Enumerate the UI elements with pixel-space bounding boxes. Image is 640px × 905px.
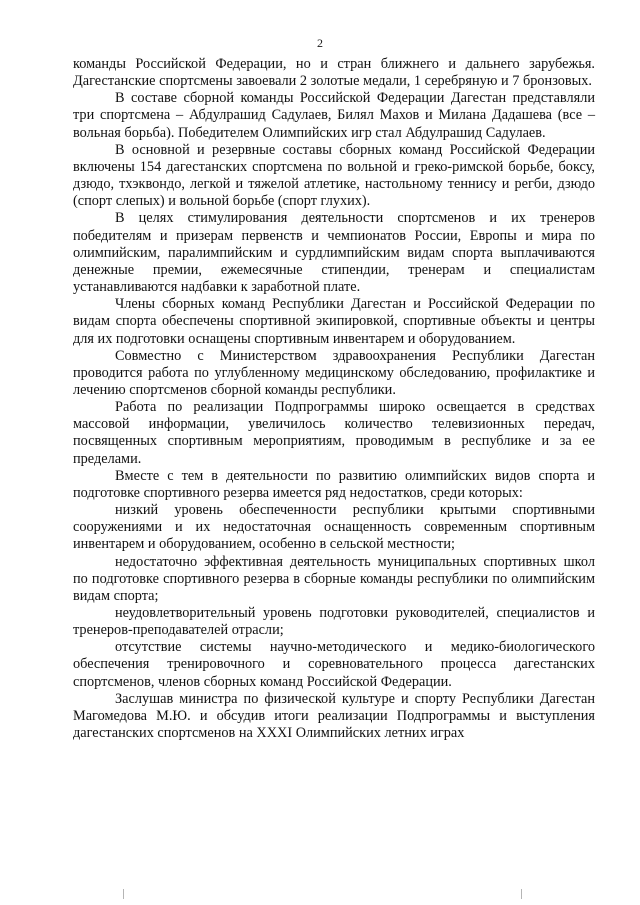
paragraph-incentives: В целях стимулирования деятельности спортсменов и их тренеров победителям и призерам первенств и чемпионатов России, Европы и мира по олимпийским, паралимпийским и сурдлимпийским видам спорта выплачиваются денежные премии, ежемесячные стипендии, тренерам и специалистам устанавливаются надбавки к заработной плате. <box>73 210 595 296</box>
paragraph-olympic-team: В составе сборной команды Российской Федерации Дагестан представляли три спортсмена – Абдулрашид Садулаев, Билял Махов и Милана Дадашева (все – вольная борьба). Победителем Олимпийских игр стал Абдулрашид Садулаев. <box>73 90 595 141</box>
list-item-facilities: низкий уровень обеспеченности республики крытыми спортивными сооружениями и их недостаточная оснащенность современным спортивным инвентарем и оборудованием, особенно в сельской местности; <box>73 502 595 553</box>
paragraph-national-squads: В основной и резервные составы сборных команд Российской Федерации включены 154 дагестанских спортсмена по вольной и греко-римской борьбе, боксу, дзюдо, тхэквондо, легкой и тяжелой атлетике, настольному теннису и регби, дзюдо (спорт слепых) и вольной борьбе (спорт глухих). <box>73 141 595 210</box>
document-body <box>73 56 595 742</box>
paragraph-medical: Совместно с Министерством здравоохранения Республики Дагестан проводится работа по углубленному медицинскому обследованию, профилактике и лечению спортсменов сборной команды республики. <box>73 347 595 398</box>
paragraph-resolution-start: Заслушав министра по физической культуре и спорту Республики Дагестан Магомедова М.Ю. и обсудив итоги реализации Подпрограммы и выступления дагестанских спортсменов на XXXI Олимпийских летних играх <box>73 690 595 742</box>
paragraph-shortcomings-intro: Вместе с тем в деятельности по развитию олимпийских видов спорта и подготовке спортивного резерва имеется ряд недостатков, среди которых: <box>73 467 595 501</box>
scan-mark-left <box>123 889 124 899</box>
list-item-sport-schools: недостаточно эффективная деятельность муниципальных спортивных школ по подготовке спортивного резерва в сборные команды республики по олимпийским видам спорта; <box>73 553 595 604</box>
paragraph-equipment: Члены сборных команд Республики Дагестан и Российской Федерации по видам спорта обеспечены спортивной экипировкой, спортивные объекты и центры для их подготовки оснащены спортивным инвентарем и оборудованием. <box>73 296 595 347</box>
paragraph-continuation: команды Российской Федерации, но и стран ближнего и дальнего зарубежья. Дагестанские спортсмены завоевали 2 золотые медали, 1 серебряную и 7 бронзовых. <box>73 56 595 90</box>
scan-mark-right <box>521 889 522 899</box>
paragraph-media: Работа по реализации Подпрограммы широко освещается в средствах массовой информации, увеличилось количество телевизионных передач, посвященных спортивным мероприятиям, проводимым в республике и за ее пределами. <box>73 399 595 467</box>
list-item-staff-training: неудовлетворительный уровень подготовки руководителей, специалистов и тренеров-преподавателей отрасли; <box>73 605 595 639</box>
page-number: 2 <box>317 36 323 50</box>
list-item-scientific-support: отсутствие системы научно-методического и медико-биологического обеспечения тренировочного и соревновательного процесса дагестанских спортсменов, членов сборных команд Российской Федерации. <box>73 639 595 690</box>
